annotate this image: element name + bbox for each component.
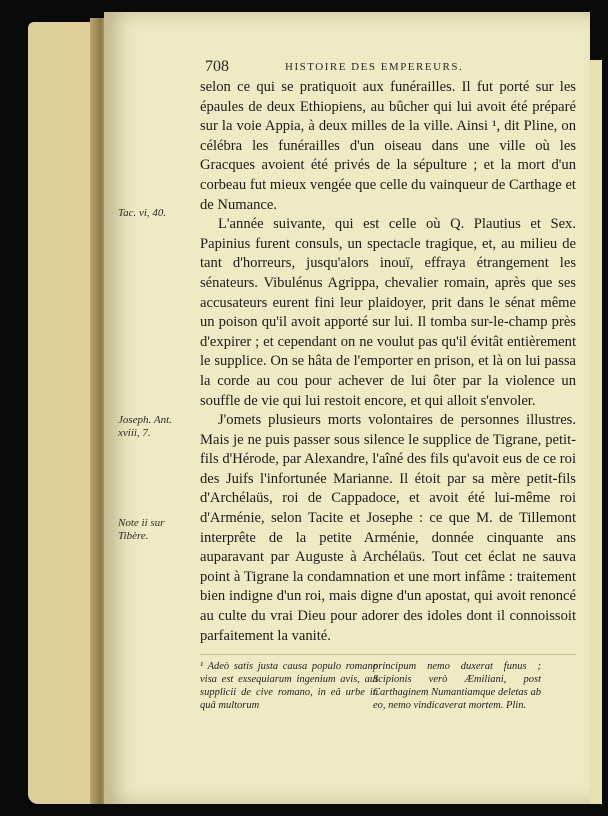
footnote-right-column: principum nemo duxerat funus ; Scipionis verò Æmiliani, post Carthaginem Numantiamque deletas ab eo, nemo vindicaverat mortem. Plin.: [373, 661, 541, 711]
margin-note-tacitus: [118, 207, 204, 220]
margin-note-tillemont: [118, 517, 204, 542]
footnote-rule: [200, 654, 576, 655]
margin-note-josephus: [118, 414, 204, 439]
paragraph: L'année suivante, qui est celle où Q. Plautius et Sex. Papinius furent consuls, un spectacle tragique, et, au milieu de tant d'horreurs, jusqu'alors inouï, effraya étrangement les sénateurs. Vibulénus Agrippa, chevalier romain, après que ses accusateurs eurent fini leur plaidoyer, prit dans le sénat même un poison qu'il avoit apporté sur lui. Il tomba sur-le-champ près d'expirer ; et cependant on ne voulut pas qu'il évitât entièrement le supplice. On se hâta de l'emporter en prison, et là on lui passa la corde au cou pour achever de lui ôter par la violence un souffle de vie qui lui restoit encore, et qui alloit s'envoler.: [200, 216, 576, 409]
page-number: 708: [205, 58, 229, 75]
margin-note-line: xviii, 7.: [118, 426, 151, 439]
paragraph: J'omets plusieurs morts volontaires de personnes illustres. Mais je ne puis passer sous silence le supplice de Tigrane, petit-fils d'Hérode, par Alexandre, l'aîné des fils qu'avoit eus de ce roi des Juifs l'infortunée Marianne. Il étoit par sa mère petit-fils d'Archélaüs, roi de Cappadoce, et avoit été lui-même roi d'Arménie, selon Tacite et Josephe : ce que M. de Tillemont interprête de la petite Arménie, donnée cinquante ans auparavant par Auguste à Archélaüs. Tout cet éclat ne sauva point à Tigrane la condamnation et une mort infâme : traitement bien indigne d'un roi, mais digne d'un apostat, qui avoit renoncé au culte du vrai Dieu pour adorer des idoles dont il connoissoit parfaitement la vanité.: [200, 412, 576, 644]
margin-note-line: Tibère.: [118, 529, 149, 542]
facing-page-edge: [588, 60, 602, 804]
footnote-left-column: ¹ Adeò satis justa causa populo romano visa est exsequiarum ingenium avis, aut supplicii de cive romano, in eâ urbe in quâ multorum: [200, 661, 378, 711]
running-title: HISTOIRE DES EMPEREURS.: [285, 61, 464, 73]
margin-note-text: Tac. vi, 40.: [118, 207, 167, 219]
paragraph: selon ce qui se pratiquoit aux funérailles. Il fut porté sur les épaules de deux Ethiopiens, au bûcher qui lui avoit été préparé sur la voie Appia, à deux milles de la ville. Ainsi ¹, dit Pline, on célébra les funérailles d'un oiseau dans une ville où les Gracques avoient été privés de la sépulture ; et la mort d'un corbeau fut mieux vengée que celle du vainqueur de Carthage et de Numance.: [200, 79, 576, 213]
page-header: [205, 58, 573, 80]
margin-note-line: Note ii sur: [118, 517, 165, 529]
margin-note-line: Joseph. Ant.: [118, 414, 172, 426]
body-text: [200, 78, 576, 646]
